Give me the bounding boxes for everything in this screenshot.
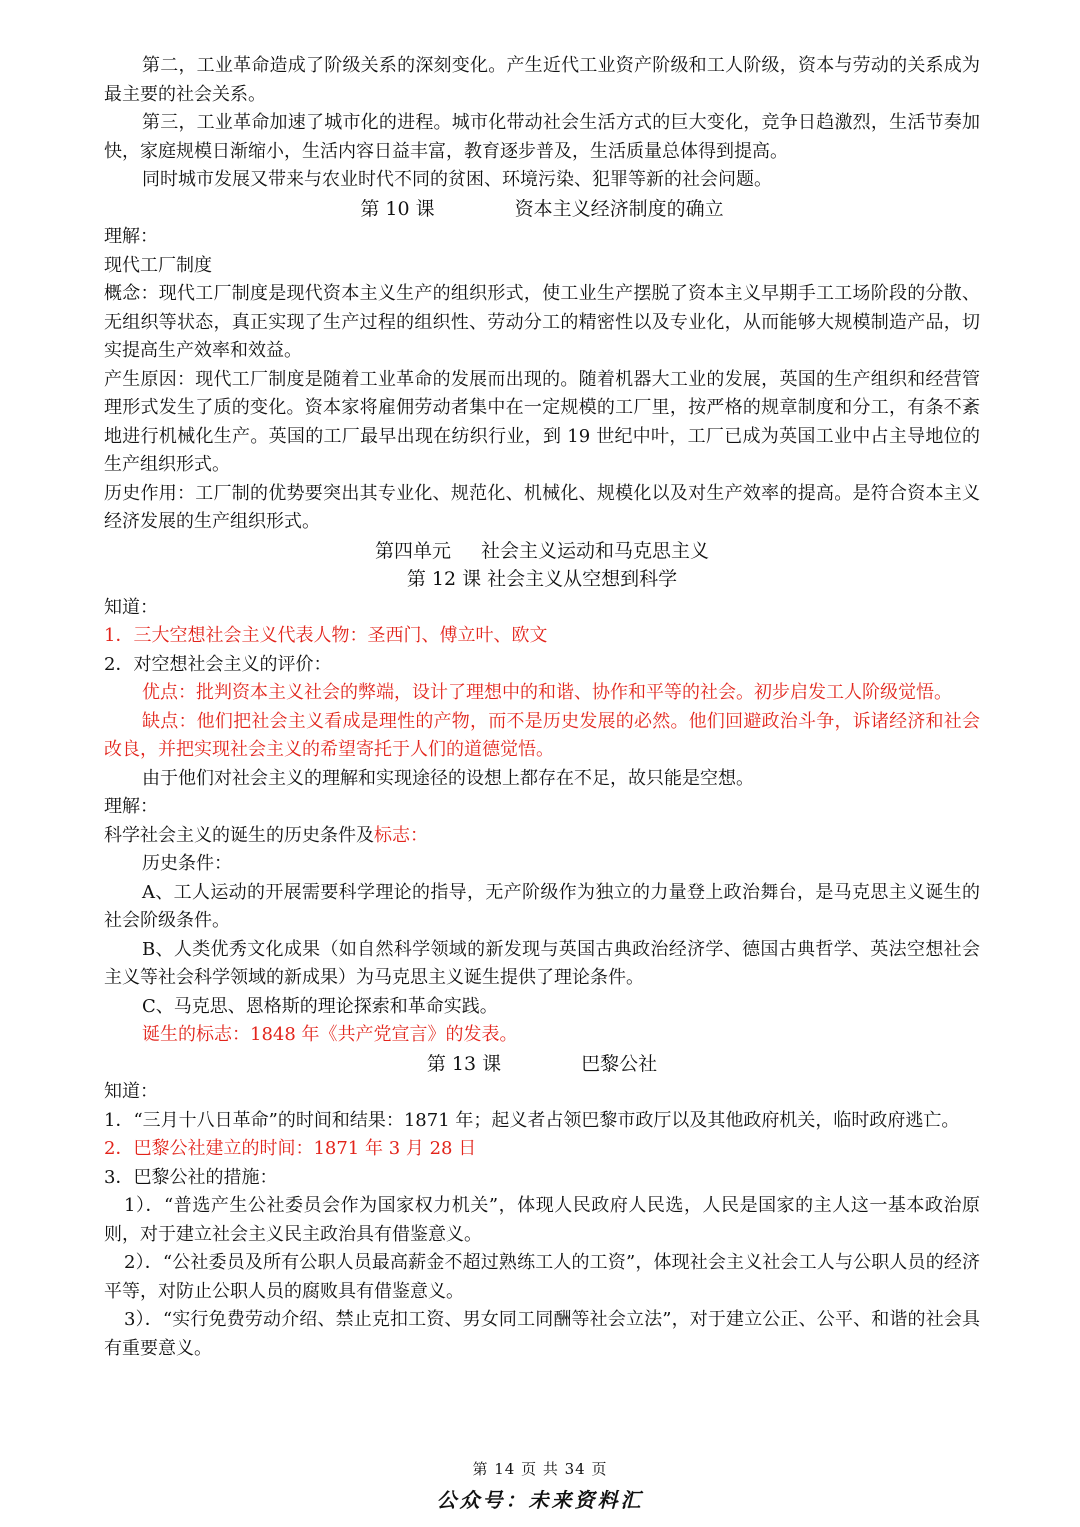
paragraph: 同时城市发展又带来与农业时代不同的贫困、环境污染、犯罪等新的社会问题。 — [142, 169, 772, 190]
list-item: 1．三大空想社会主义代表人物：圣西门、傅立叶、欧文 — [104, 625, 548, 646]
list-item: 2．巴黎公社建立的时间：1871 年 3 月 28 日 — [104, 1138, 477, 1159]
unit-name: 第四单元 — [374, 539, 451, 562]
merit-paragraph: 优点：批判资本主义社会的弊端，设计了理想中的和谐、协作和平等的社会。初步启发工人阶级觉悟。 — [142, 682, 952, 703]
list-item: 3．巴黎公社的措施： — [104, 1166, 278, 1188]
condition-c: C、马克思、恩格斯的理论探索和革命实践。 — [142, 995, 498, 1017]
document-body — [104, 52, 980, 1363]
sub-label: 历史条件： — [142, 853, 232, 874]
concept-paragraph: 概念：现代工厂制度是现代资本主义生产的组织形式，使工业生产摆脱了资本主义早期手工工场阶段的分散、无组织等状态，真正实现了生产过程的组织性、劳动分工的精密性以及专业化，从而能够大规模制造产品，切实提高生产效率和效益。 — [104, 283, 980, 361]
measure-item: 3）．“实行免费劳动介绍、禁止克扣工资、男女同工同酬等社会立法”，对于建立公正、公平、和谐的社会具有重要意义。 — [104, 1309, 980, 1359]
birth-sign: 诞生的标志：1848 年《共产党宣言》的发表。 — [142, 1024, 518, 1045]
section-label: 理解： — [104, 226, 158, 247]
paragraph: 第三，工业革命加速了城市化的进程。城市化带动社会生活方式的巨大变化，竞争日趋激烈，生活节奏加快，家庭规模日渐缩小，生活内容日益丰富，教育逐步普及，生活质量总体得到提高。 — [104, 112, 980, 162]
lesson-number: 第 13 课 — [426, 1052, 502, 1075]
lesson-title: 资本主义经济制度的确立 — [514, 197, 724, 220]
measure-item: 1）．“普选产生公社委员会作为国家权力机关”，体现人民政府人民选，人民是国家的主人这一基本政治原则，对于建立社会主义民主政治具有借鉴意义。 — [104, 1195, 980, 1245]
lesson-number: 第 10 课 — [360, 197, 435, 220]
subtopic-text: 科学社会主义的诞生的历史条件及 — [104, 824, 374, 846]
subtopic-line — [104, 822, 980, 851]
lesson-10-heading — [104, 195, 980, 224]
lesson-12-heading: 第 12 课 社会主义从空想到科学 — [406, 568, 678, 590]
list-item: 1．“三月十八日革命”的时间和结果：1871 年；起义者占领巴黎市政厅以及其他政府机关，临时政府逃亡。 — [104, 1109, 960, 1131]
page-number: 第 14 页 共 34 页 — [472, 1460, 608, 1478]
section-label: 知道： — [104, 596, 158, 618]
condition-b: B、人类优秀文化成果（如自然科学领域的新发现与英国古典政治经济学、德国古典哲学、英法空想社会主义等社会科学领域的新成果）为马克思主义诞生提供了理论条件。 — [104, 938, 980, 988]
list-item: 2．对空想社会主义的评价： — [104, 653, 332, 675]
source-watermark: 公众号：未来资料汇 — [436, 1488, 644, 1512]
conclusion-paragraph: 由于他们对社会主义的理解和实现途径的设想上都存在不足，故只能是空想。 — [142, 767, 754, 789]
topic-title: 现代工厂制度 — [104, 254, 212, 276]
cause-paragraph: 产生原因：现代工厂制度是随着工业革命的发展而出现的。随着机器大工业的发展，英国的生产组织和经营管理形式发生了质的变化。资本家将雇佣劳动者集中在一定规模的工厂里，按严格的规章制度和分工，有条不紊地进行机械化生产。英国的工厂最早出现在纺织行业，到 19 世纪中叶，工厂已成为英国工业中占主导地位的生产组织形式。 — [104, 368, 980, 475]
lesson-13-heading — [104, 1050, 980, 1079]
section-label: 理解： — [104, 796, 158, 817]
measure-item: 2）．“公社委员及所有公职人员最高薪金不超过熟练工人的工资”，体现社会主义社会工人与公职人员的经济平等，对防止公职人员的腐败具有借鉴意义。 — [104, 1252, 980, 1302]
section-label: 知道： — [104, 1081, 158, 1102]
defect-paragraph: 缺点：他们把社会主义看成是理性的产物，而不是历史发展的必然。他们回避政治斗争，诉诸经济和社会改良，并把实现社会主义的希望寄托于人们的道德觉悟。 — [104, 710, 980, 760]
unit-heading — [104, 537, 980, 566]
unit-title: 社会主义运动和马克思主义 — [481, 539, 710, 562]
paragraph: 第二，工业革命造成了阶级关系的深刻变化。产生近代工业资产阶级和工人阶级，资本与劳动的关系成为最主要的社会关系。 — [104, 55, 980, 105]
subtopic-highlight: 标志： — [374, 824, 428, 846]
condition-a: A、工人运动的开展需要科学理论的指导，无产阶级作为独立的力量登上政治舞台，是马克思主义诞生的社会阶级条件。 — [104, 881, 980, 931]
lesson-title: 巴黎公社 — [581, 1052, 658, 1075]
role-paragraph: 历史作用：工厂制的优势要突出其专业化、规范化、机械化、规模化以及对生产效率的提高。是符合资本主义经济发展的生产组织形式。 — [104, 482, 980, 532]
